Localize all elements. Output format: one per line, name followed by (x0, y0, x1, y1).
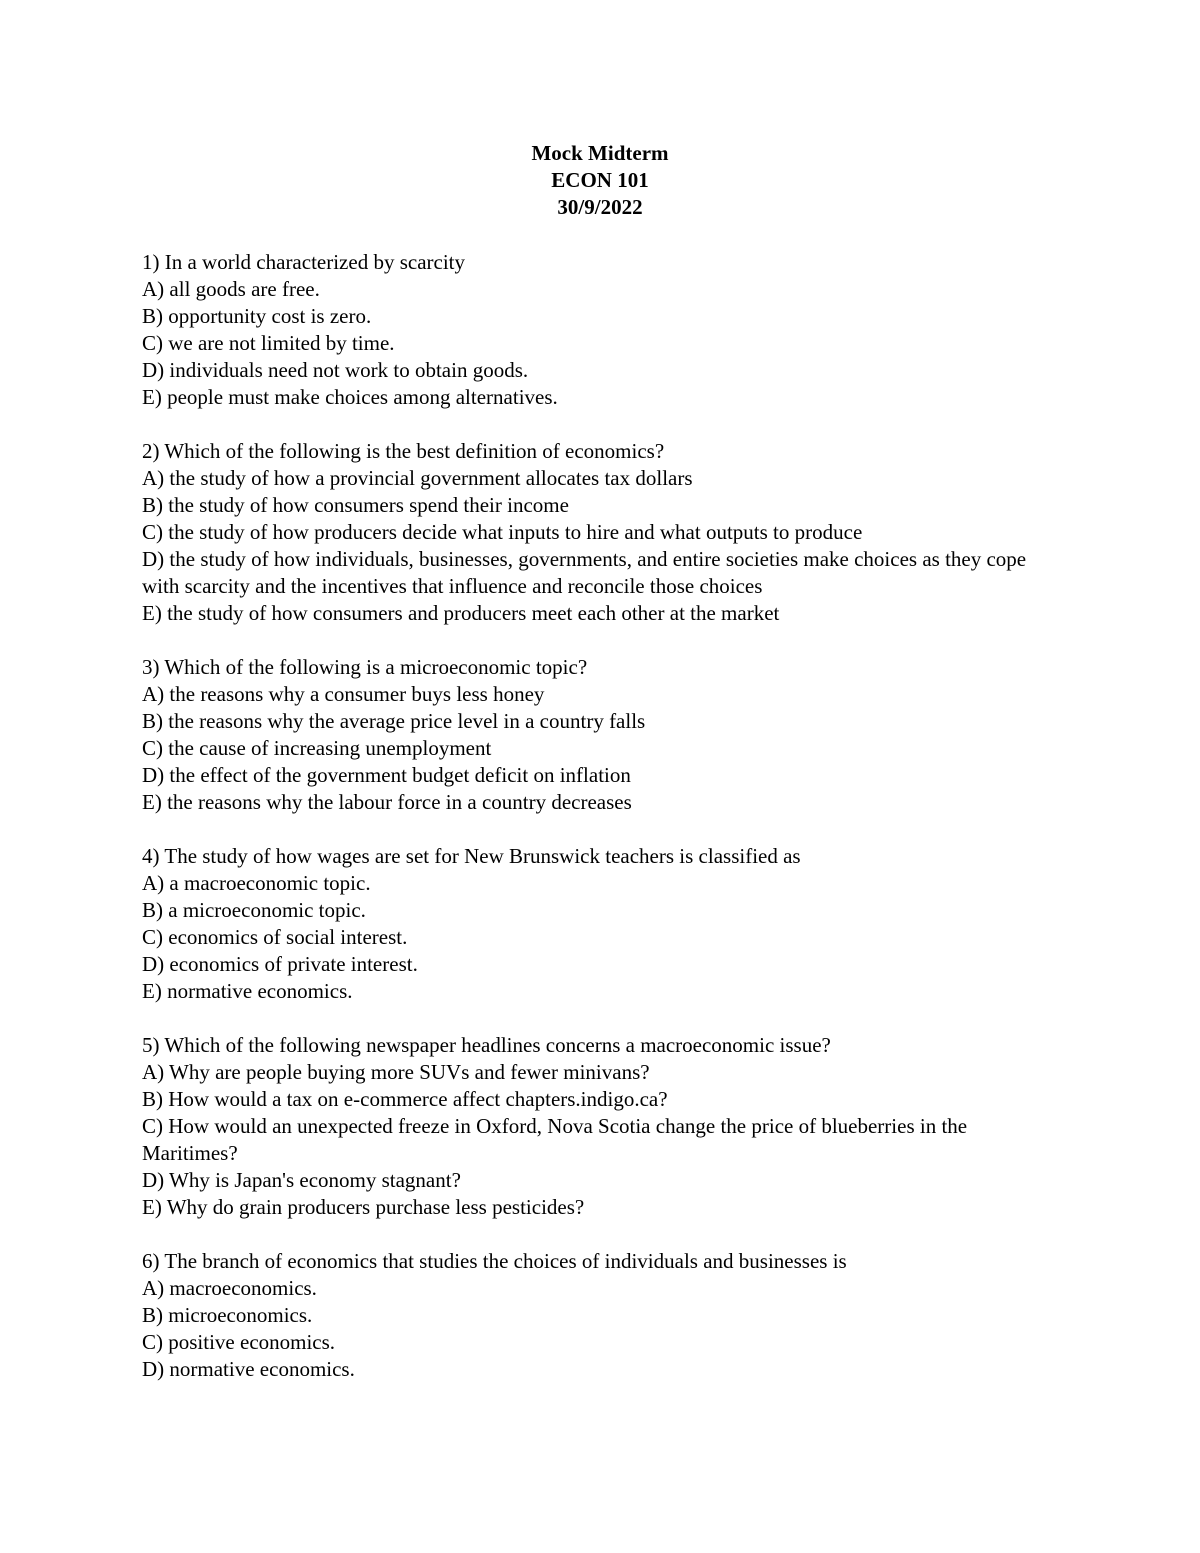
question-list (142, 249, 1052, 1410)
answer-option-e: E) people must make choices among alternatives. (142, 385, 558, 409)
answer-option-d: D) normative economics. (142, 1357, 355, 1381)
question-2 (142, 438, 1052, 627)
answer-option-a: A) macroeconomics. (142, 1276, 317, 1300)
question-stem: 5) Which of the following newspaper headlines concerns a macroeconomic issue? (142, 1033, 831, 1057)
exam-date: 30/9/2022 (557, 195, 643, 219)
answer-option-d: D) the effect of the government budget deficit on inflation (142, 763, 631, 787)
answer-option-c: C) the study of how producers decide what inputs to hire and what outputs to produce (142, 520, 863, 544)
answer-option-a: A) all goods are free. (142, 277, 320, 301)
course-code: ECON 101 (551, 168, 649, 192)
answer-option-a: A) a macroeconomic topic. (142, 871, 371, 895)
answer-option-c: C) the cause of increasing unemployment (142, 736, 492, 760)
question-4 (142, 843, 1052, 1005)
answer-option-c: C) How would an unexpected freeze in Oxford, Nova Scotia change the price of blueberries in the Maritimes? (142, 1114, 968, 1165)
question-6 (142, 1248, 1052, 1383)
answer-option-c: C) positive economics. (142, 1330, 336, 1354)
question-5 (142, 1032, 1052, 1221)
answer-option-d: D) the study of how individuals, businesses, governments, and entire societies make choices as they cope with scarcity and the incentives that influence and reconcile those choices (142, 547, 1027, 598)
answer-option-b: B) microeconomics. (142, 1303, 313, 1327)
question-3 (142, 654, 1052, 816)
answer-option-a: A) Why are people buying more SUVs and fewer minivans? (142, 1060, 650, 1084)
question-stem: 6) The branch of economics that studies the choices of individuals and businesses is (142, 1249, 847, 1273)
question-stem: 3) Which of the following is a microeconomic topic? (142, 655, 588, 679)
answer-option-b: B) the reasons why the average price level in a country falls (142, 709, 646, 733)
answer-option-b: B) opportunity cost is zero. (142, 304, 372, 328)
answer-option-b: B) How would a tax on e-commerce affect chapters.indigo.ca? (142, 1087, 668, 1111)
question-1 (142, 249, 1052, 411)
question-stem: 1) In a world characterized by scarcity (142, 250, 465, 274)
question-stem: 2) Which of the following is the best definition of economics? (142, 439, 665, 463)
document-header (0, 140, 1200, 221)
answer-option-b: B) a microeconomic topic. (142, 898, 366, 922)
answer-option-d: D) individuals need not work to obtain goods. (142, 358, 529, 382)
question-stem: 4) The study of how wages are set for New Brunswick teachers is classified as (142, 844, 801, 868)
answer-option-e: E) normative economics. (142, 979, 353, 1003)
answer-option-e: E) the study of how consumers and producers meet each other at the market (142, 601, 780, 625)
answer-option-a: A) the study of how a provincial government allocates tax dollars (142, 466, 693, 490)
answer-option-e: E) the reasons why the labour force in a country decreases (142, 790, 632, 814)
answer-option-c: C) economics of social interest. (142, 925, 408, 949)
document-title: Mock Midterm (531, 141, 669, 165)
answer-option-a: A) the reasons why a consumer buys less honey (142, 682, 545, 706)
answer-option-d: D) Why is Japan's economy stagnant? (142, 1168, 461, 1192)
answer-option-c: C) we are not limited by time. (142, 331, 395, 355)
answer-option-b: B) the study of how consumers spend their income (142, 493, 569, 517)
answer-option-d: D) economics of private interest. (142, 952, 418, 976)
answer-option-e: E) Why do grain producers purchase less pesticides? (142, 1195, 585, 1219)
